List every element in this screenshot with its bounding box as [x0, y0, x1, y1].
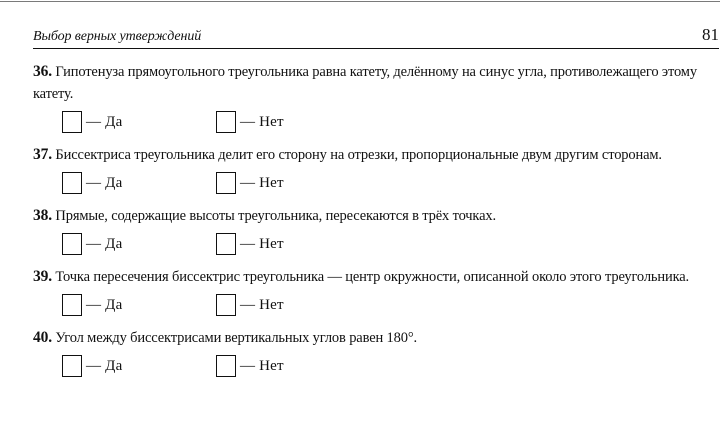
no-checkbox[interactable] [216, 111, 236, 133]
no-checkbox[interactable] [216, 172, 236, 194]
question-text [33, 144, 720, 166]
no-checkbox[interactable] [216, 233, 236, 255]
question-statement: Точка пересечения биссектрис треугольника — центр окружности, описанной около этого треугольника. [55, 269, 690, 285]
question-number: 38. [33, 207, 52, 224]
no-label: — Нет [240, 113, 284, 130]
no-option[interactable] [216, 109, 284, 135]
question-36 [33, 61, 720, 135]
question-39 [33, 266, 720, 318]
question-list [33, 61, 720, 388]
page-number: 81 [702, 25, 719, 44]
yes-option[interactable] [62, 353, 122, 379]
question-statement: Прямые, содержащие высоты треугольника, пересекаются в трёх точках. [55, 208, 496, 224]
answer-options [33, 170, 720, 196]
question-number: 36. [33, 63, 52, 80]
question-text [33, 266, 720, 288]
question-text [33, 61, 720, 105]
question-40 [33, 327, 720, 379]
yes-option[interactable] [62, 109, 122, 135]
running-head [33, 25, 719, 47]
question-statement: Угол между биссектрисами вертикальных углов равен 180°. [55, 330, 417, 346]
yes-checkbox[interactable] [62, 294, 82, 316]
section-title: Выбор верных утверждений [33, 29, 202, 44]
yes-label: — Да [86, 113, 123, 130]
yes-option[interactable] [62, 170, 122, 196]
no-option[interactable] [216, 170, 284, 196]
question-38 [33, 205, 720, 257]
top-edge-rule [0, 1, 720, 2]
yes-label: — Да [86, 357, 123, 374]
no-checkbox[interactable] [216, 355, 236, 377]
question-statement: Гипотенуза прямоугольного треугольника равна катету, делённому на синус угла, противолежащего этому катету. [33, 64, 697, 102]
no-label: — Нет [240, 174, 284, 191]
question-number: 37. [33, 146, 52, 163]
no-checkbox[interactable] [216, 294, 236, 316]
no-label: — Нет [240, 296, 284, 313]
no-label: — Нет [240, 235, 284, 252]
question-number: 39. [33, 268, 52, 285]
answer-options [33, 109, 720, 135]
yes-label: — Да [86, 296, 123, 313]
answer-options [33, 353, 720, 379]
no-option[interactable] [216, 231, 284, 257]
no-option[interactable] [216, 292, 284, 318]
yes-checkbox[interactable] [62, 111, 82, 133]
question-number: 40. [33, 329, 52, 346]
question-statement: Биссектриса треугольника делит его сторону на отрезки, пропорциональные двум другим сторонам. [55, 147, 662, 163]
question-text [33, 205, 720, 227]
yes-checkbox[interactable] [62, 233, 82, 255]
no-option[interactable] [216, 353, 284, 379]
yes-label: — Да [86, 174, 123, 191]
question-37 [33, 144, 720, 196]
answer-options [33, 292, 720, 318]
yes-option[interactable] [62, 292, 122, 318]
no-label: — Нет [240, 357, 284, 374]
yes-checkbox[interactable] [62, 172, 82, 194]
yes-option[interactable] [62, 231, 122, 257]
answer-options [33, 231, 720, 257]
header-rule [33, 48, 719, 49]
yes-label: — Да [86, 235, 123, 252]
question-text [33, 327, 720, 349]
yes-checkbox[interactable] [62, 355, 82, 377]
